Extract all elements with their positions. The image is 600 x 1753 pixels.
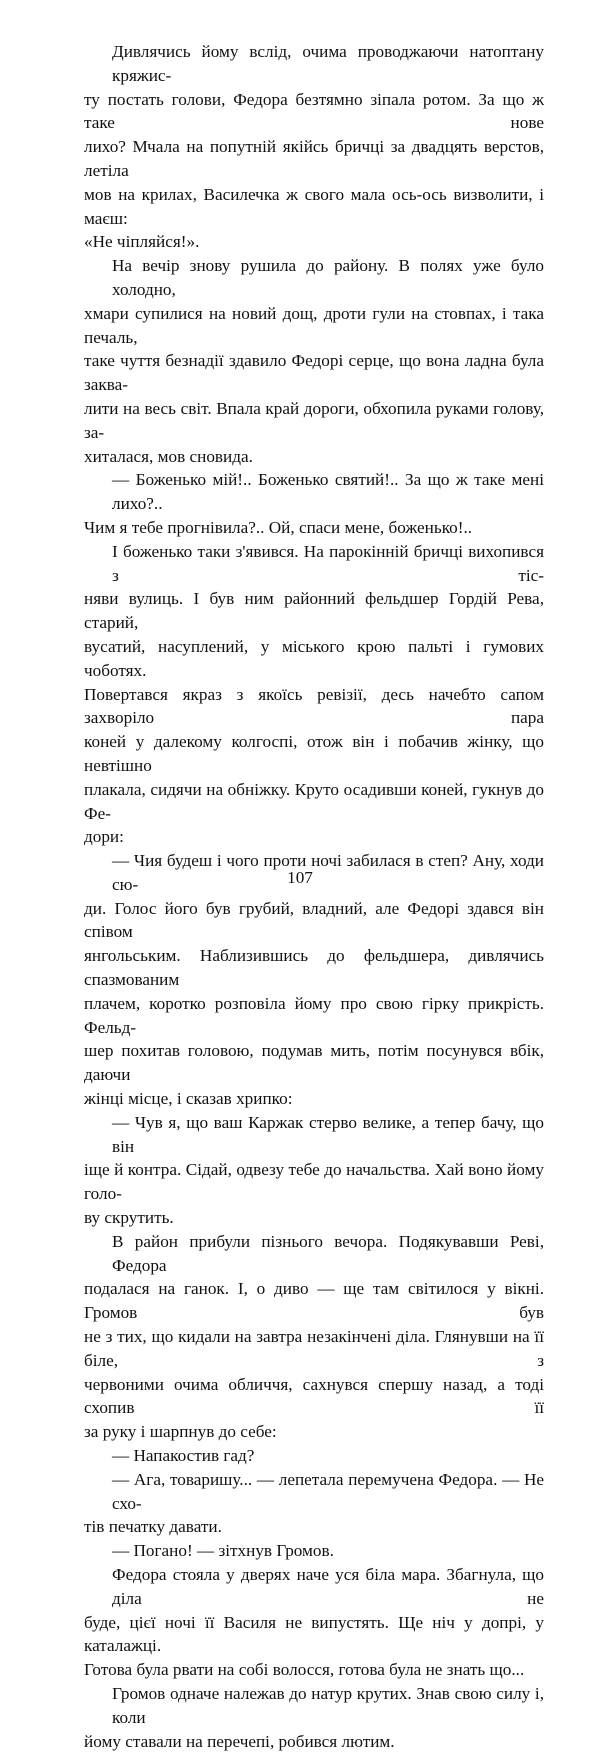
text-line: мов на крилах, Василечка ж свого мала ось-ось визволити, і маєш:: [84, 184, 544, 228]
text-line: іще й контра. Сідай, одвезу тебе до начальства. Хай воно йому голо-: [84, 1160, 544, 1204]
paragraph: [84, 1682, 544, 1753]
text-line: плакала, сидячи на обніжку. Круто осадивши коней, гукнув до Фе-: [84, 779, 544, 823]
text-line: хмари супилися на новий дощ, дроти гули на стовпах, і така печаль,: [84, 303, 544, 347]
text-line: Чим я тебе прогнівила?.. Ой, спаси мене, боженько!..: [84, 517, 473, 537]
text-line: шер похитав головою, подумав мить, потім посунувся вбік, даючи: [84, 1041, 544, 1085]
text-line: не з тих, що кидали на завтра незакінчені діла. Глянувши на її біле, з: [84, 1327, 544, 1370]
text-line: лити на весь світ. Впала край дороги, обхопила руками голову, за-: [84, 398, 544, 442]
text-line: На вечір знову рушила до району. В полях уже було холодно,: [112, 256, 544, 299]
text-body: [84, 40, 544, 1753]
text-line: — Боженько мій!.. Боженько святий!.. За що ж таке мені лихо?..: [112, 470, 544, 514]
text-line: В район прибули пізнього вечора. Подякувавши Реві, Федора: [112, 1231, 544, 1275]
page-number: 107: [287, 868, 313, 887]
text-line: буде, цієї ночі її Василя не випустять. Ще ніч у допрі, у каталажці.: [84, 1612, 544, 1656]
text-line: дори:: [84, 827, 124, 847]
text-line: Дивлячись йому вслід, очима проводжаючи натоптану кряжис-: [112, 42, 544, 85]
paragraph: [84, 540, 544, 849]
paragraph: [84, 1539, 544, 1563]
paragraph: [84, 254, 544, 468]
text-line: жінці місце, і сказав хрипко:: [84, 1089, 293, 1109]
text-line: янгольським. Наблизившись до фельдшера, дивлячись спазмованим: [84, 946, 544, 990]
paragraph: [84, 849, 544, 1111]
paragraph: [84, 1111, 544, 1230]
text-line: ту постать голови, Федора безтямно зіпала ротом. За що ж таке нове: [84, 89, 544, 133]
paragraph: [84, 1444, 544, 1468]
paragraph: [84, 1563, 544, 1682]
text-line: — Погано! — зітхнув Громов.: [112, 1541, 334, 1561]
text-line: плачем, коротко розповіла йому про свою гірку прикрість. Фельд-: [84, 993, 544, 1037]
paragraph: [84, 468, 544, 539]
text-line: І боженько таки з'явився. На парокінній бричці вихопився з тіс-: [112, 541, 544, 585]
text-line: ди. Голос його був грубий, владний, але Федорі здався він співом: [84, 898, 544, 942]
text-line: йому ставали на перечепі, робився лютим.: [84, 1731, 395, 1751]
text-line: Готова була рвати на собі волосся, готова була не знать що...: [84, 1660, 525, 1680]
text-line: червоними очима обличчя, сахнувся спершу назад, а тоді схопив її: [84, 1374, 544, 1418]
text-line: тів печатку давати.: [84, 1517, 222, 1537]
text-line: Громов одначе належав до натур крутих. Знав свою силу і, коли: [112, 1683, 544, 1727]
text-line: таке чуття безнадії здавило Федорі серце, що вона ладна була заква-: [84, 351, 544, 395]
text-line: вусатий, насуплений, у міського крою пальті і гумових чоботях.: [84, 636, 544, 680]
text-line: — Напакостив гад?: [112, 1446, 255, 1466]
text-line: лихо? Мчала на попутній якійсь бричці за двадцять верстов, летіла: [84, 137, 544, 180]
paragraph: [84, 1468, 544, 1539]
text-line: Повертався якраз з якоїсь ревізії, десь начебто сапом захворіло пара: [84, 684, 544, 728]
text-line: за руку і шарпнув до себе:: [84, 1422, 277, 1442]
text-line: коней у далекому колгоспі, отож він і побачив жінку, що невтішно: [84, 732, 544, 775]
paragraph: [84, 1230, 544, 1444]
text-line: хиталася, мов сновида.: [84, 446, 253, 466]
paragraph: [84, 40, 544, 254]
text-line: — Чув я, що ваш Каржак стерво велике, а тепер бачу, що він: [112, 1112, 544, 1156]
text-line: «Не чіпляйся!».: [84, 232, 200, 252]
text-line: няви вулиць. І був ним районний фельдшер Гордій Рева, старий,: [84, 589, 544, 633]
text-line: ву скрутить.: [84, 1208, 174, 1228]
text-line: — Чия будеш і чого проти ночі забилася в степ? Ану, ходи сю-: [112, 851, 544, 894]
text-line: подалася на ганок. І, о диво — ще там світилося у вікні. Громов був: [84, 1279, 544, 1323]
text-line: Федора стояла у дверях наче уся біла мара. Збагнула, що діла не: [112, 1565, 544, 1608]
text-line: — Ага, товаришу... — лепетала перемучена Федора. — Не схо-: [112, 1469, 544, 1513]
